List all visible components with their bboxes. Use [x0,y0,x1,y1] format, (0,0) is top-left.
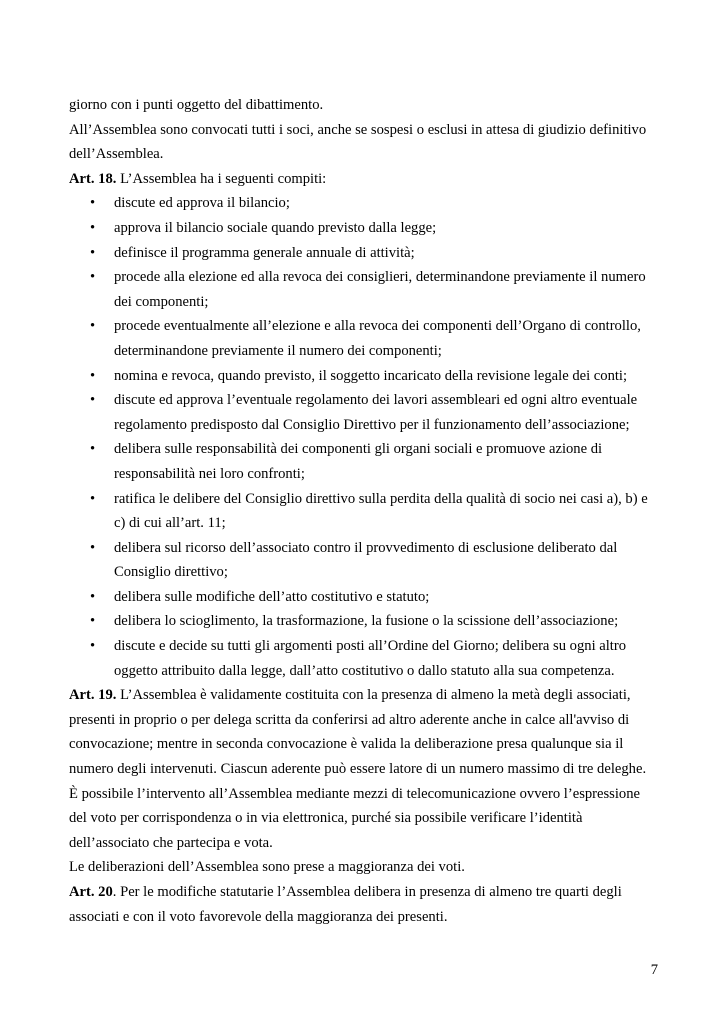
list-item: • delibera lo scioglimento, la trasformazione, la fusione o la scissione dell’associazione; [69,609,659,634]
intro-paragraph-1: giorno con i punti oggetto del dibattimento. [69,97,324,113]
art18-task-list [69,191,659,683]
page-content [69,93,659,929]
art19-heading: Art. 19. [69,687,117,704]
art20-text: . Per le modifiche statutarie l’Assemblea delibera in presenza di almeno tre quarti degli associati e con il voto favorevole della maggioranza dei presenti. [69,884,622,925]
art19-paragraph-2: È possibile l’intervento all’Assemblea mediante mezzi di telecomunicazione ovvero l’espressione del voto per corrispondenza o in via elettronica, purché sia possibile verificare l’identità dell’associato che partecipa e vota. [69,785,640,851]
list-item: • nomina e revoca, quando previsto, il soggetto incaricato della revisione legale dei conti; [69,364,659,389]
art20-paragraph [69,880,659,929]
list-item: • delibera sul ricorso dell’associato contro il provvedimento di esclusione deliberato dal Consiglio direttivo; [69,536,659,585]
list-item: • delibera sulle responsabilità dei componenti gli organi sociali e promuove azione di responsabilità nei loro confronti; [69,437,659,486]
list-item: • procede eventualmente all’elezione e alla revoca dei componenti dell’Organo di controllo, determinandone previamente il numero dei componenti; [69,314,659,363]
page-number: 7 [650,962,658,978]
art18-text: L’Assemblea ha i seguenti compiti: [116,170,327,187]
list-item: • discute ed approva l’eventuale regolamento dei lavori assembleari ed ogni altro eventuale regolamento predisposto dal Consiglio Direttivo per il funzionamento dell’associazione; [69,388,659,437]
list-item: • delibera sulle modifiche dell’atto costitutivo e statuto; [69,585,659,610]
art18-paragraph [69,167,659,192]
art20-heading: Art. 20 [69,884,113,900]
list-item: • discute ed approva il bilancio; [69,191,659,216]
art18-heading: Art. 18. [69,170,117,187]
list-item: • procede alla elezione ed alla revoca dei consiglieri, determinandone previamente il numero dei componenti; [69,265,659,314]
list-item: • ratifica le delibere del Consiglio direttivo sulla perdita della qualità di socio nei casi a), b) e c) di cui all’art. 11; [69,487,659,536]
art19-text: L’Assemblea è validamente costituita con la presenza di almeno la metà degli associati, presenti in proprio o per delega scritta da conferirsi ad altro aderente anche in calce all'avviso di convocazione; mentre in seconda convocazione è valida la deliberazione presa qualunque sia il numero degli intervenuti. Ciascun aderente può essere latore di un numero massimo di tre deleghe. [69,687,647,778]
list-item: • discute e decide su tutti gli argomenti posti all’Ordine del Giorno; delibera su ogni altro oggetto attribuito dalla legge, dall’atto costitutivo o dallo statuto alla sua competenza. [69,634,659,683]
art19-paragraph-3: Le deliberazioni dell’Assemblea sono prese a maggioranza dei voti. [69,859,465,876]
intro-paragraph-2: All’Assemblea sono convocati tutti i soci, anche se sospesi o esclusi in attesa di giudizio definitivo dell’Assemblea. [69,121,647,163]
art19-paragraph [69,683,659,781]
list-item: • approva il bilancio sociale quando previsto dalla legge; [69,216,659,241]
list-item: • definisce il programma generale annuale di attività; [69,241,659,266]
